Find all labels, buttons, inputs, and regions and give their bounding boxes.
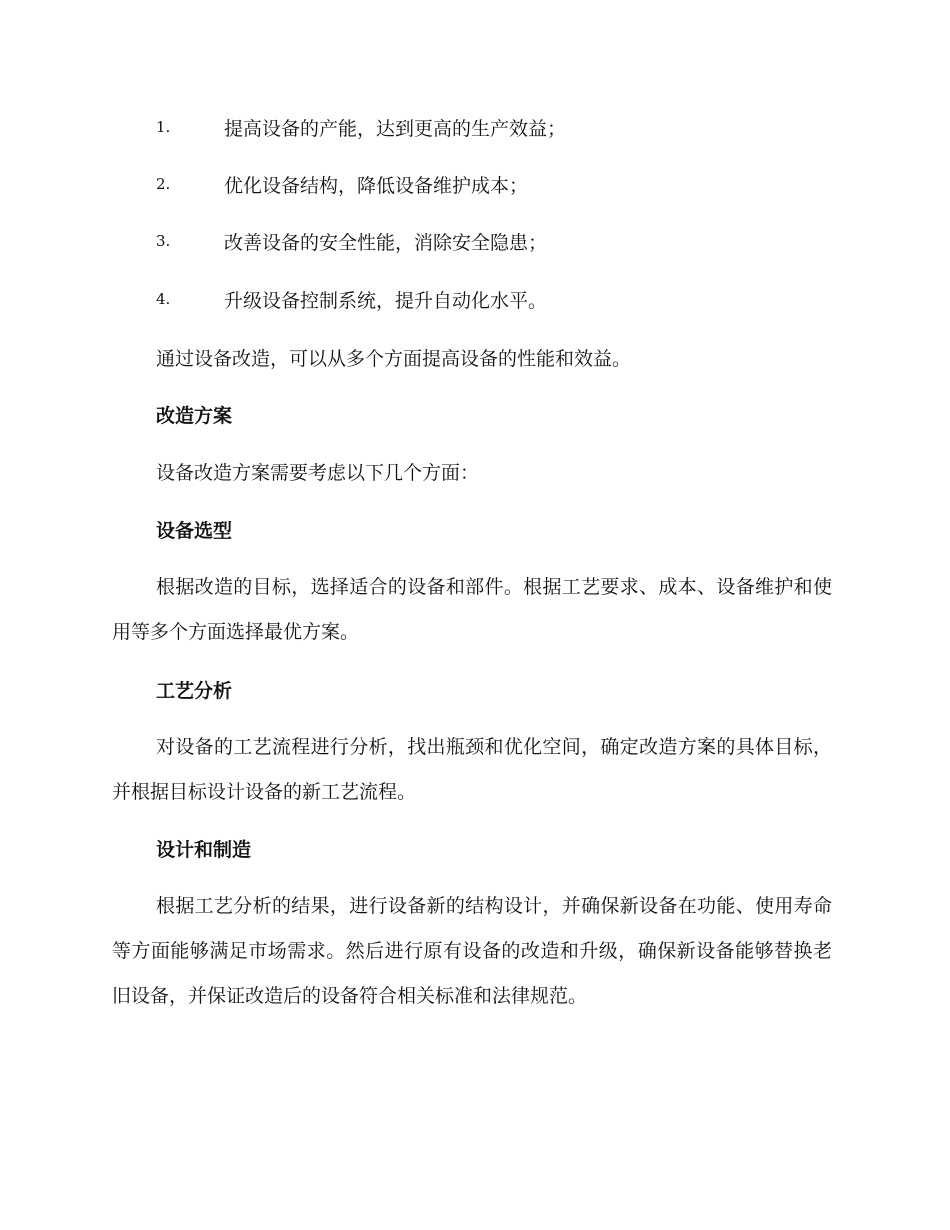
paragraph-design-manufacture: 根据工艺分析的结果，进行设备新的结构设计，并确保新设备在功能、使用寿命等方面能够满足市场需求。然后进行原有设备的改造和升级，确保新设备能够替换老旧设备，并保证改造后的设备符合相关标准和法律规范。 [112,895,832,1007]
list-item-text: 升级设备控制系统，提升自动化水平。 [224,290,548,312]
list-number: 4. [156,290,171,308]
subsection-heading-equipment-selection: 设备选型 [156,520,233,542]
summary-paragraph: 通过设备改造，可以从多个方面提高设备的性能和效益。 [156,348,632,370]
list-item [0,228,950,258]
list-item [0,286,950,316]
subsection-heading-design-manufacture: 设计和制造 [156,839,252,861]
list-number: 2. [156,175,171,193]
list-item [0,114,950,144]
list-item [0,171,950,201]
section-intro: 设备改造方案需要考虑以下几个方面： [156,462,480,484]
list-number: 3. [156,232,171,250]
section-heading: 改造方案 [156,405,233,427]
list-item-text: 改善设备的安全性能，消除安全隐患； [224,232,548,254]
list-number: 1. [156,118,171,136]
subsection-heading-process-analysis: 工艺分析 [156,680,233,702]
list-item-text: 优化设备结构，降低设备维护成本； [224,175,529,197]
list-item-text: 提高设备的产能，达到更高的生产效益； [224,118,567,140]
paragraph-process-analysis: 对设备的工艺流程进行分析，找出瓶颈和优化空间，确定改造方案的具体目标，并根据目标设计设备的新工艺流程。 [112,736,832,803]
paragraph-equipment-selection: 根据改造的目标，选择适合的设备和部件。根据工艺要求、成本、设备维护和使用等多个方面选择最优方案。 [112,576,832,643]
